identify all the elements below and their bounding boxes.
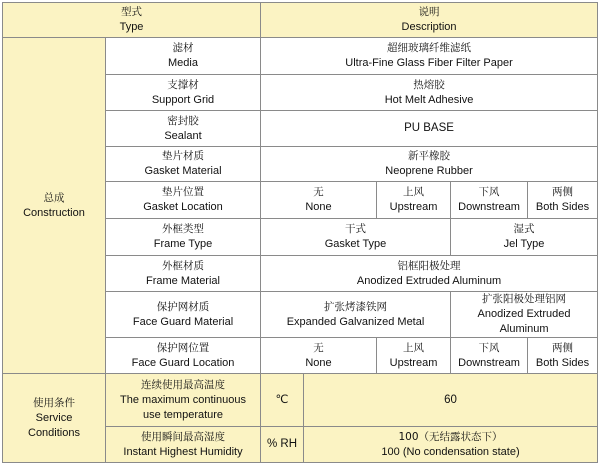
max-temperature-label-en-1: The maximum continuous [120,393,246,406]
face-guard-location-label-en: Face Guard Location [131,356,235,369]
option-en: Gasket Type [324,238,387,250]
media-label-cn: 滤材 [172,42,194,54]
option-en: Jel Type [503,238,545,250]
media-label-en: Media [168,57,198,69]
option-en: Anodized Extruded Aluminum [477,308,571,335]
option-cn: 扩张阳极处理铝网 [482,293,567,305]
gasket-location-option [261,182,377,219]
frame-type-option [451,219,598,256]
option-en: Upstream [389,356,438,369]
option-cn: 上风 [403,186,425,198]
option-en: Downstream [458,201,520,213]
description-header [261,3,598,38]
description-header-cn: 说明 [418,6,440,18]
option-cn: 扩张烤漆铁网 [324,300,388,313]
face-guard-material-label [106,292,261,338]
face-guard-location-option [528,338,598,374]
spec-table [2,2,598,463]
gasket-location-option [377,182,451,219]
support-grid-label [106,75,261,111]
humidity-value-cn: 100（无结露状态下） [398,430,503,443]
option-cn: 干式 [345,223,367,235]
gasket-location-option [528,182,598,219]
max-temperature-label-cn: 连续使用最高温度 [141,378,225,391]
construction-label-cn: 总成 [43,191,65,204]
gasket-location-label-en: Gasket Location [143,201,223,213]
gasket-material-label-cn: 垫片材质 [162,150,204,162]
option-en: Both Sides [535,356,590,369]
face-guard-material-label-cn: 保护网材质 [156,300,210,313]
frame-material-value-en: Anodized Extruded Aluminum [356,274,502,287]
face-guard-material-option [451,292,598,338]
service-conditions-label [3,374,106,463]
frame-type-label [106,219,261,256]
media-value-en: Ultra-Fine Glass Fiber Filter Paper [345,57,513,69]
option-cn: 下风 [478,186,500,198]
humidity-label [106,427,261,463]
face-guard-material-label-en: Face Guard Material [132,315,234,328]
face-guard-location-option [451,338,528,374]
option-cn: 下风 [478,341,500,354]
service-conditions-label-en-1: Service [35,411,73,424]
sealant-label-en: Sealant [164,129,202,142]
option-en: None [305,356,332,369]
type-header [3,3,261,38]
option-en: Downstream [458,356,520,369]
humidity-value [304,427,598,463]
option-en: Both Sides [535,201,590,213]
support-grid-value [261,75,598,111]
face-guard-location-label [106,338,261,374]
sealant-label-cn: 密封胶 [167,114,199,127]
option-cn: 无 [313,186,324,198]
gasket-material-value-en: Neoprene Rubber [385,165,473,177]
option-en: Upstream [389,201,438,213]
gasket-location-label-cn: 垫片位置 [162,186,204,198]
face-guard-location-option [377,338,451,374]
gasket-material-value-cn: 新平橡胶 [408,150,451,162]
gasket-material-value [261,147,598,182]
gasket-location-label [106,182,261,219]
frame-material-label-cn: 外框材质 [162,259,204,272]
gasket-location-option [451,182,528,219]
sealant-value: PU BASE [261,111,598,147]
max-temperature-label-en-2: use temperature [142,408,224,421]
option-cn: 无 [313,341,324,354]
frame-material-label-en: Frame Material [146,274,220,287]
temperature-unit: ℃ [261,374,304,427]
service-conditions-label-cn: 使用条件 [33,396,75,409]
sealant-label [106,111,261,147]
frame-type-option [261,219,451,256]
frame-material-value-cn: 铝框阳极处理 [397,259,461,272]
media-value [261,38,598,75]
humidity-value-en: 100 (No condensation state) [381,445,520,458]
humidity-unit: % RH [261,427,304,463]
gasket-material-label-en: Gasket Material [144,165,222,177]
service-conditions-label-en-2: Conditions [28,426,80,439]
support-grid-value-cn: 热熔胶 [413,78,445,91]
max-temperature-label [106,374,261,427]
frame-material-label [106,256,261,292]
option-en: Expanded Galvanized Metal [286,315,425,328]
humidity-label-cn: 使用瞬间最高湿度 [141,430,225,443]
type-header-cn: 型式 [121,6,142,18]
option-cn: 上风 [403,341,425,354]
construction-label [3,38,106,374]
support-grid-value-en: Hot Melt Adhesive [384,93,474,106]
face-guard-material-option [261,292,451,338]
gasket-material-label [106,147,261,182]
option-cn: 两侧 [552,186,574,198]
construction-label-en: Construction [23,206,85,219]
frame-type-label-en: Frame Type [153,238,213,250]
media-value-cn: 超细玻璃纤维滤纸 [387,42,472,54]
face-guard-location-option [261,338,377,374]
type-header-en: Type [119,21,144,33]
face-guard-location-label-cn: 保护网位置 [156,341,210,354]
option-en: None [305,201,332,213]
support-grid-label-en: Support Grid [151,93,215,106]
frame-material-value [261,256,598,292]
description-header-en: Description [401,21,457,33]
option-cn: 两侧 [552,341,574,354]
temperature-value: 60 [304,374,598,427]
option-cn: 湿式 [513,223,535,235]
support-grid-label-cn: 支撑材 [167,78,199,91]
humidity-label-en: Instant Highest Humidity [123,445,243,458]
frame-type-label-cn: 外框类型 [162,223,204,235]
media-label [106,38,261,75]
